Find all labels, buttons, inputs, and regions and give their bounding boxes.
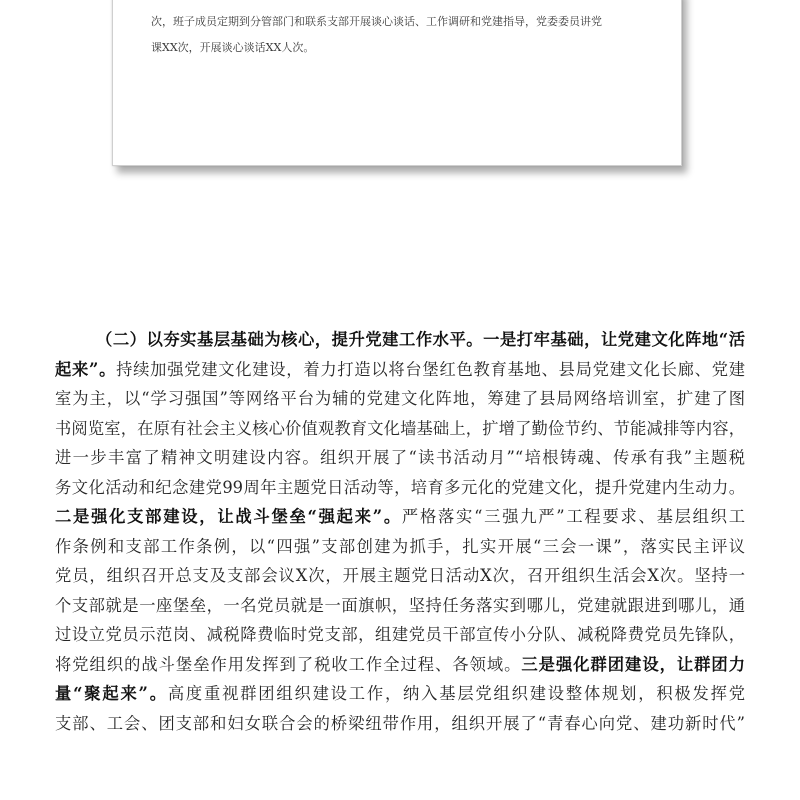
body-text: 室为主，以“学习强国”等网络平台为辅的党建文化阵地，筹建了县局网络培训室，扩建了图 — [55, 389, 745, 408]
paragraph-line — [55, 620, 745, 650]
paragraph-line — [55, 502, 745, 532]
body-text: 严格落实“三强九严”工程要求、基层组织工 — [401, 507, 745, 526]
paragraph-line — [55, 355, 745, 385]
inset-paragraph — [151, 9, 651, 61]
body-text: 务文化活动和纪念建党99周年主题党日活动等，培育多元化的党建文化，提升党建内生动力。 — [55, 477, 745, 497]
paragraph-line — [55, 325, 745, 355]
inset-line: 次，班子成员定期到分管部门和联系支部开展谈心谈话、工作调研和党建指导，党委委员讲党 — [151, 15, 602, 28]
paragraph-line — [55, 532, 745, 562]
paragraph-line — [55, 591, 745, 621]
main-paragraph — [55, 325, 745, 738]
bold-heading-text: 量“聚起来”。 — [55, 684, 168, 703]
body-text: 支部、工会、团支部和妇女联合会的桥梁纽带作用，组织开展了“青春心向党、建功新时代” — [55, 713, 745, 733]
body-text: 个支部就是一座堡垒，一名党员就是一面旗帜，坚持任务落实到哪儿，党建就跟进到哪儿，通 — [55, 595, 745, 615]
inset-line: 课XX次，开展谈心谈话XX人次。 — [151, 41, 315, 54]
bold-heading-text: 起来”。 — [55, 359, 117, 379]
bold-heading-text: 二是强化支部建设，让战斗堡垒“强起来”。 — [55, 507, 402, 526]
body-text: 党员，组织召开总支及支部会议X次，开展主题党日活动X次，召开组织生活会X次。坚持一 — [55, 566, 745, 585]
paragraph-line — [55, 384, 745, 414]
body-text: 高度重视群团组织建设工作，纳入基层党组织建设整体规划，积极发挥党 — [167, 684, 745, 703]
paragraph-line — [55, 679, 745, 709]
body-text: 进一步丰富了精神文明建设内容。组织开展了“读书活动月”“培根铸魂、传承有我”主题税 — [55, 448, 745, 467]
bold-heading-text: 三是强化群团建设，让群团力 — [521, 654, 745, 674]
paragraph-line — [55, 414, 745, 444]
paragraph-line — [55, 561, 745, 591]
bold-heading-text: （二）以夯实基层基础为核心，提升党建工作水平。一是打牢基础，让党建文化阵地“活 — [96, 330, 745, 349]
body-text: 将党组织的战斗堡垒作用发挥到了税收工作全过程、各领域。 — [55, 654, 522, 674]
paragraph-line — [55, 709, 745, 739]
paragraph-line — [55, 443, 745, 473]
paragraph-line — [55, 650, 745, 680]
inset-document-card — [112, 0, 682, 166]
body-text: 过设立党员示范岗、减税降费临时党支部，组建党员干部宣传小分队、减税降费党员先锋队， — [55, 625, 745, 644]
paragraph-line — [55, 473, 745, 503]
body-text: 持续加强党建文化建设，着力打造以将台堡红色教育基地、县局党建文化长廊、党建 — [116, 359, 745, 379]
body-text: 书阅览室，在原有社会主义核心价值观教育文化墙基础上，扩增了勤俭节约、节能减排等内容， — [55, 418, 745, 438]
body-text: 作条例和支部工作条例，以“四强”支部创建为抓手，扎实开展“三会一课”，落实民主评议 — [55, 536, 745, 556]
